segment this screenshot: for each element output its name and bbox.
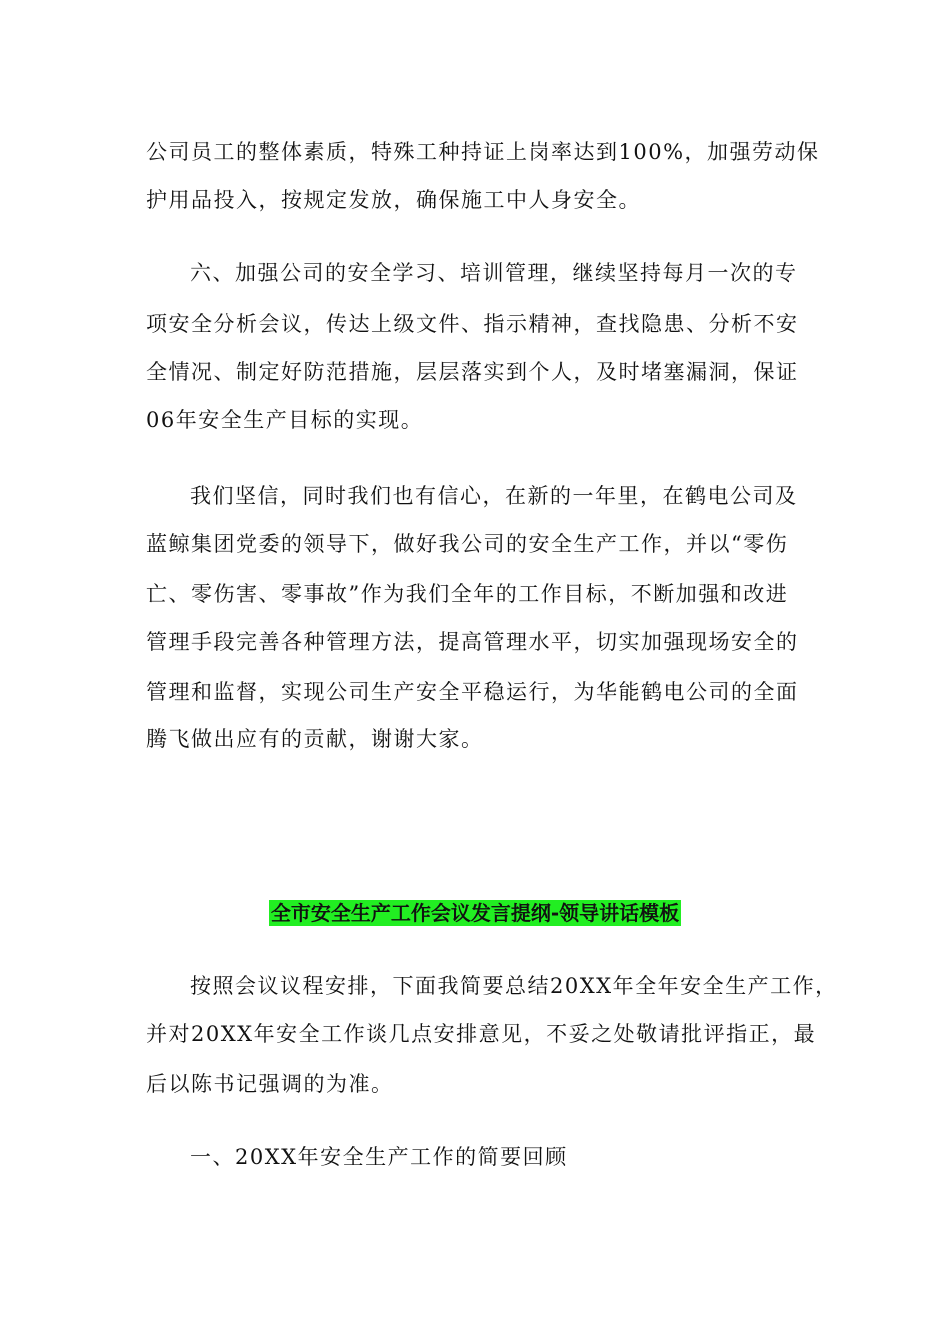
section-title-container bbox=[0, 900, 950, 926]
paragraph-3-line-4: 管理手段完善各种管理方法，提高管理水平，切实加强现场安全的 bbox=[146, 630, 799, 654]
paragraph-2-line-1: 六、加强公司的安全学习、培训管理，继续坚持每月一次的专 bbox=[190, 261, 798, 285]
section-paragraph-1-line-2: 并对20XX年安全工作谈几点安排意见，不妥之处敬请批评指正，最 bbox=[146, 1022, 817, 1046]
paragraph-3-line-3: 亡、零伤害、零事故”作为我们全年的工作目标，不断加强和改进 bbox=[146, 582, 789, 606]
paragraph-3-line-2: 蓝鲸集团党委的领导下，做好我公司的安全生产工作，并以“零伤 bbox=[146, 532, 789, 556]
paragraph-2-line-4: 06年安全生产目标的实现。 bbox=[146, 408, 424, 432]
paragraph-3-line-6: 腾飞做出应有的贡献，谢谢大家。 bbox=[146, 727, 484, 751]
paragraph-3-line-1: 我们坚信，同时我们也有信心，在新的一年里，在鹤电公司及 bbox=[190, 484, 798, 508]
paragraph-1-line-1: 公司员工的整体素质，特殊工种持证上岗率达到100%，加强劳动保 bbox=[146, 140, 820, 164]
section-paragraph-1-line-1: 按照会议议程安排，下面我简要总结20XX年全年安全生产工作， bbox=[190, 974, 838, 998]
section-heading-review: 一、20XX年安全生产工作的简要回顾 bbox=[190, 1145, 568, 1169]
section-title: 全市安全生产工作会议发言提纲-领导讲话模板 bbox=[270, 901, 680, 925]
section-paragraph-1-line-3: 后以陈书记强调的为准。 bbox=[146, 1072, 394, 1096]
paragraph-1-line-2: 护用品投入，按规定发放，确保施工中人身安全。 bbox=[146, 188, 641, 212]
paragraph-2-line-3: 全情况、制定好防范措施，层层落实到个人，及时堵塞漏洞，保证 bbox=[146, 360, 799, 384]
paragraph-2-line-2: 项安全分析会议，传达上级文件、指示精神，查找隐患、分析不安 bbox=[146, 312, 799, 336]
paragraph-3-line-5: 管理和监督，实现公司生产安全平稳运行，为华能鹤电公司的全面 bbox=[146, 680, 799, 704]
